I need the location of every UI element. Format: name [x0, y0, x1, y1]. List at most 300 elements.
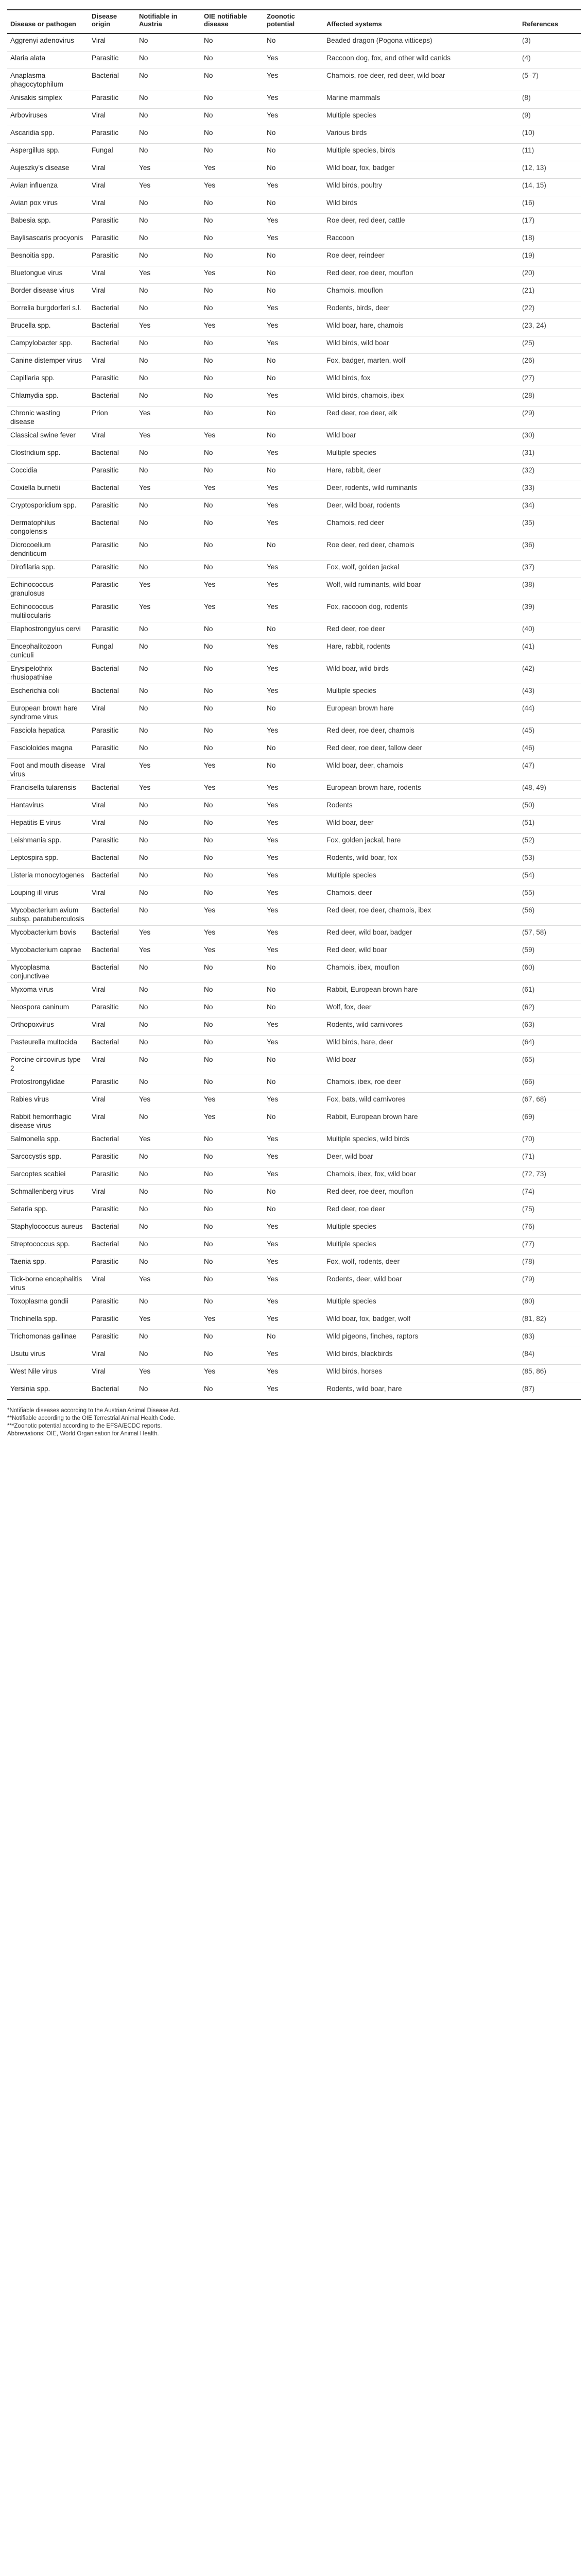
cell-references: (10)	[519, 126, 581, 143]
cell-oie-notifiable: No	[201, 1075, 264, 1092]
cell-references: (14, 15)	[519, 178, 581, 196]
table-row	[7, 69, 581, 91]
cell-zoonotic-potential: Yes	[264, 1018, 323, 1035]
cell-zoonotic-potential: Yes	[264, 1092, 323, 1110]
cell-disease-origin: Viral	[89, 178, 136, 196]
cell-disease-name: Mycobacterium bovis	[7, 925, 89, 943]
cell-disease-origin: Bacterial	[89, 903, 136, 925]
cell-oie-notifiable: Yes	[201, 578, 264, 600]
cell-affected-species: Red deer, roe deer, mouflon	[323, 1184, 519, 1202]
table-row	[7, 886, 581, 903]
cell-affected-species: Red deer, roe deer, chamois, ibex	[323, 903, 519, 925]
cell-disease-origin: Parasitic	[89, 1000, 136, 1018]
cell-disease-name: Babesia spp.	[7, 213, 89, 231]
cell-oie-notifiable: No	[201, 406, 264, 428]
cell-disease-name: Anaplasma phagocytophilum	[7, 69, 89, 91]
cell-oie-notifiable: No	[201, 446, 264, 463]
cell-oie-notifiable: No	[201, 388, 264, 406]
cell-references: (32)	[519, 463, 581, 481]
table-row	[7, 1272, 581, 1294]
table-row	[7, 578, 581, 600]
cell-references: (74)	[519, 1184, 581, 1202]
table-row	[7, 196, 581, 213]
cell-notifiable-austria: No	[136, 516, 201, 538]
cell-references: (47)	[519, 758, 581, 781]
cell-disease-name: Escherichia coli	[7, 684, 89, 701]
cell-references: (55)	[519, 886, 581, 903]
cell-notifiable-austria: No	[136, 231, 201, 248]
cell-references: (38)	[519, 578, 581, 600]
cell-zoonotic-potential: No	[264, 428, 323, 446]
cell-notifiable-austria: Yes	[136, 178, 201, 196]
cell-references: (76)	[519, 1219, 581, 1237]
cell-oie-notifiable: Yes	[201, 266, 264, 283]
cell-notifiable-austria: No	[136, 1255, 201, 1272]
cell-disease-name: Taenia spp.	[7, 1255, 89, 1272]
cell-references: (87)	[519, 1382, 581, 1399]
cell-disease-name: Echinococcus multilocularis	[7, 600, 89, 622]
cell-affected-species: Rabbit, European brown hare	[323, 1110, 519, 1132]
table-row	[7, 1312, 581, 1329]
cell-affected-species: Hare, rabbit, deer	[323, 463, 519, 481]
cell-notifiable-austria: Yes	[136, 578, 201, 600]
table-row	[7, 560, 581, 578]
cell-references: (77)	[519, 1237, 581, 1255]
cell-references: (36)	[519, 538, 581, 560]
cell-disease-origin: Viral	[89, 1364, 136, 1382]
cell-oie-notifiable: Yes	[201, 161, 264, 178]
cell-disease-name: Coxiella burnetii	[7, 481, 89, 498]
cell-disease-name: Fasciola hepatica	[7, 723, 89, 741]
cell-affected-species: Marine mammals	[323, 91, 519, 108]
cell-oie-notifiable: No	[201, 701, 264, 723]
cell-notifiable-austria: No	[136, 622, 201, 639]
cell-affected-species: Multiple species	[323, 684, 519, 701]
cell-disease-origin: Parasitic	[89, 371, 136, 388]
cell-oie-notifiable: No	[201, 1035, 264, 1053]
cell-affected-species: Hare, rabbit, rodents	[323, 639, 519, 662]
cell-affected-species: Fox, badger, marten, wolf	[323, 353, 519, 371]
cell-oie-notifiable: No	[201, 886, 264, 903]
table-row	[7, 600, 581, 622]
cell-references: (11)	[519, 143, 581, 161]
cell-references: (72, 73)	[519, 1167, 581, 1184]
cell-affected-species: Multiple species	[323, 1237, 519, 1255]
cell-affected-species: Beaded dragon (Pogona vitticeps)	[323, 33, 519, 51]
cell-references: (75)	[519, 1202, 581, 1219]
cell-references: (61)	[519, 982, 581, 1000]
cell-affected-species: Wild birds, horses	[323, 1364, 519, 1382]
cell-references: (48, 49)	[519, 781, 581, 798]
cell-oie-notifiable: Yes	[201, 903, 264, 925]
cell-disease-name: Streptococcus spp.	[7, 1237, 89, 1255]
table-row	[7, 371, 581, 388]
cell-notifiable-austria: No	[136, 371, 201, 388]
cell-notifiable-austria: No	[136, 816, 201, 833]
cell-zoonotic-potential: Yes	[264, 600, 323, 622]
table-header	[7, 10, 581, 33]
cell-oie-notifiable: No	[201, 868, 264, 886]
cell-disease-name: Besnoitia spp.	[7, 248, 89, 266]
cell-affected-species: Raccoon	[323, 231, 519, 248]
cell-disease-origin: Viral	[89, 886, 136, 903]
cell-zoonotic-potential: Yes	[264, 1382, 323, 1399]
cell-notifiable-austria: No	[136, 701, 201, 723]
cell-disease-origin: Parasitic	[89, 560, 136, 578]
cell-notifiable-austria: No	[136, 446, 201, 463]
column-header-notifiable-austria: Notifiable in Austria	[136, 10, 201, 33]
column-header-disease-origin: Disease origin	[89, 10, 136, 33]
cell-oie-notifiable: No	[201, 1184, 264, 1202]
cell-references: (46)	[519, 741, 581, 758]
table-row	[7, 982, 581, 1000]
table-row	[7, 353, 581, 371]
cell-disease-name: Aggrenyi adenovirus	[7, 33, 89, 51]
cell-oie-notifiable: No	[201, 1149, 264, 1167]
cell-zoonotic-potential: Yes	[264, 781, 323, 798]
table-row	[7, 248, 581, 266]
cell-zoonotic-potential: Yes	[264, 231, 323, 248]
cell-notifiable-austria: No	[136, 1329, 201, 1347]
table-row	[7, 1202, 581, 1219]
table-row	[7, 1149, 581, 1167]
table-row	[7, 723, 581, 741]
cell-oie-notifiable: No	[201, 231, 264, 248]
cell-oie-notifiable: No	[201, 126, 264, 143]
cell-affected-species: Chamois, ibex, fox, wild boar	[323, 1167, 519, 1184]
cell-oie-notifiable: Yes	[201, 1364, 264, 1382]
cell-disease-name: Chlamydia spp.	[7, 388, 89, 406]
cell-disease-name: Porcine circovirus type 2	[7, 1053, 89, 1075]
cell-notifiable-austria: No	[136, 1110, 201, 1132]
cell-references: (45)	[519, 723, 581, 741]
cell-disease-name: Campylobacter spp.	[7, 336, 89, 353]
cell-disease-origin: Viral	[89, 1092, 136, 1110]
cell-notifiable-austria: No	[136, 143, 201, 161]
table-row	[7, 178, 581, 196]
cell-references: (35)	[519, 516, 581, 538]
cell-oie-notifiable: No	[201, 851, 264, 868]
cell-disease-name: Arboviruses	[7, 108, 89, 126]
cell-affected-species: Wild boar, deer	[323, 816, 519, 833]
cell-oie-notifiable: No	[201, 1018, 264, 1035]
cell-notifiable-austria: No	[136, 833, 201, 851]
cell-notifiable-austria: No	[136, 336, 201, 353]
cell-disease-name: Erysipelothrix rhusiopathiae	[7, 662, 89, 684]
table-row	[7, 318, 581, 336]
cell-references: (30)	[519, 428, 581, 446]
cell-zoonotic-potential: No	[264, 406, 323, 428]
cell-disease-name: Protostrongylidae	[7, 1075, 89, 1092]
cell-notifiable-austria: No	[136, 301, 201, 318]
cell-affected-species: Wild birds, poultry	[323, 178, 519, 196]
cell-references: (70)	[519, 1132, 581, 1149]
cell-disease-name: Cryptosporidium spp.	[7, 498, 89, 516]
column-header-affected-species: Affected systems	[323, 10, 519, 33]
table-row	[7, 213, 581, 231]
cell-notifiable-austria: No	[136, 982, 201, 1000]
cell-disease-name: Yersinia spp.	[7, 1382, 89, 1399]
footnote: Abbreviations: OIE, World Organisation for Animal Health.	[7, 1431, 159, 1437]
table-row	[7, 781, 581, 798]
table-row	[7, 701, 581, 723]
cell-disease-origin: Parasitic	[89, 231, 136, 248]
cell-disease-name: Alaria alata	[7, 51, 89, 69]
cell-zoonotic-potential: Yes	[264, 481, 323, 498]
cell-disease-name: Francisella tularensis	[7, 781, 89, 798]
cell-references: (78)	[519, 1255, 581, 1272]
cell-disease-origin: Parasitic	[89, 213, 136, 231]
cell-affected-species: Red deer, roe deer	[323, 622, 519, 639]
cell-disease-origin: Parasitic	[89, 126, 136, 143]
cell-references: (26)	[519, 353, 581, 371]
cell-notifiable-austria: No	[136, 463, 201, 481]
cell-disease-origin: Bacterial	[89, 318, 136, 336]
cell-oie-notifiable: No	[201, 1382, 264, 1399]
table-row	[7, 1329, 581, 1347]
table-row	[7, 336, 581, 353]
table-row	[7, 1219, 581, 1237]
cell-zoonotic-potential: Yes	[264, 1294, 323, 1312]
cell-notifiable-austria: No	[136, 108, 201, 126]
cell-disease-origin: Parasitic	[89, 91, 136, 108]
cell-references: (21)	[519, 283, 581, 301]
cell-references: (28)	[519, 388, 581, 406]
cell-disease-origin: Viral	[89, 1272, 136, 1294]
cell-disease-origin: Viral	[89, 1110, 136, 1132]
cell-references: (12, 13)	[519, 161, 581, 178]
cell-disease-name: Foot and mouth disease virus	[7, 758, 89, 781]
cell-zoonotic-potential: Yes	[264, 1237, 323, 1255]
table-row	[7, 91, 581, 108]
cell-disease-name: Usutu virus	[7, 1347, 89, 1364]
cell-disease-origin: Parasitic	[89, 248, 136, 266]
cell-affected-species: Wild birds, fox	[323, 371, 519, 388]
cell-disease-origin: Bacterial	[89, 662, 136, 684]
cell-affected-species: Deer, wild boar, rodents	[323, 498, 519, 516]
cell-disease-name: Hepatitis E virus	[7, 816, 89, 833]
cell-disease-origin: Viral	[89, 108, 136, 126]
disease-table	[7, 9, 581, 1400]
cell-zoonotic-potential: No	[264, 248, 323, 266]
cell-zoonotic-potential: Yes	[264, 388, 323, 406]
cell-disease-origin: Parasitic	[89, 463, 136, 481]
cell-zoonotic-potential: Yes	[264, 1255, 323, 1272]
cell-zoonotic-potential: No	[264, 1329, 323, 1347]
cell-disease-name: Staphylococcus aureus	[7, 1219, 89, 1237]
cell-oie-notifiable: No	[201, 336, 264, 353]
cell-zoonotic-potential: Yes	[264, 684, 323, 701]
cell-disease-origin: Viral	[89, 161, 136, 178]
table-row	[7, 639, 581, 662]
cell-disease-origin: Parasitic	[89, 1149, 136, 1167]
header-row	[7, 10, 581, 33]
table-row	[7, 108, 581, 126]
cell-disease-name: Toxoplasma gondii	[7, 1294, 89, 1312]
cell-oie-notifiable: Yes	[201, 1092, 264, 1110]
cell-references: (8)	[519, 91, 581, 108]
table-row	[7, 622, 581, 639]
cell-affected-species: Multiple species, birds	[323, 143, 519, 161]
table-row	[7, 1000, 581, 1018]
cell-oie-notifiable: Yes	[201, 781, 264, 798]
cell-notifiable-austria: No	[136, 903, 201, 925]
table-row	[7, 960, 581, 982]
cell-oie-notifiable: No	[201, 51, 264, 69]
cell-disease-origin: Viral	[89, 758, 136, 781]
cell-disease-origin: Viral	[89, 33, 136, 51]
cell-notifiable-austria: No	[136, 1294, 201, 1312]
cell-oie-notifiable: Yes	[201, 481, 264, 498]
cell-notifiable-austria: No	[136, 560, 201, 578]
cell-disease-origin: Parasitic	[89, 498, 136, 516]
table-row	[7, 943, 581, 960]
cell-disease-origin: Parasitic	[89, 578, 136, 600]
cell-affected-species: Chamois, ibex, roe deer	[323, 1075, 519, 1092]
cell-notifiable-austria: Yes	[136, 481, 201, 498]
cell-oie-notifiable: Yes	[201, 1312, 264, 1329]
cell-oie-notifiable: No	[201, 91, 264, 108]
cell-references: (25)	[519, 336, 581, 353]
table-body	[7, 33, 581, 1399]
table-row	[7, 851, 581, 868]
cell-references: (56)	[519, 903, 581, 925]
table-row	[7, 1347, 581, 1364]
cell-oie-notifiable: No	[201, 353, 264, 371]
cell-affected-species: Multiple species	[323, 446, 519, 463]
cell-oie-notifiable: No	[201, 538, 264, 560]
cell-notifiable-austria: No	[136, 69, 201, 91]
cell-disease-origin: Fungal	[89, 639, 136, 662]
cell-notifiable-austria: No	[136, 1237, 201, 1255]
cell-references: (37)	[519, 560, 581, 578]
cell-disease-origin: Viral	[89, 1347, 136, 1364]
cell-zoonotic-potential: No	[264, 1000, 323, 1018]
cell-disease-origin: Parasitic	[89, 1329, 136, 1347]
cell-disease-name: Sarcoptes scabiei	[7, 1167, 89, 1184]
cell-disease-origin: Parasitic	[89, 723, 136, 741]
cell-zoonotic-potential: Yes	[264, 336, 323, 353]
cell-affected-species: Wolf, wild ruminants, wild boar	[323, 578, 519, 600]
cell-disease-name: Rabies virus	[7, 1092, 89, 1110]
cell-zoonotic-potential: No	[264, 161, 323, 178]
footnote: **Notifiable according to the OIE Terrestrial Animal Health Code.	[7, 1415, 176, 1421]
cell-affected-species: Multiple species	[323, 1294, 519, 1312]
cell-affected-species: Wild boar, wild birds	[323, 662, 519, 684]
cell-disease-origin: Viral	[89, 353, 136, 371]
table-row	[7, 816, 581, 833]
cell-disease-name: Baylisascaris procyonis	[7, 231, 89, 248]
cell-disease-name: Hantavirus	[7, 798, 89, 816]
cell-zoonotic-potential: Yes	[264, 318, 323, 336]
cell-references: (17)	[519, 213, 581, 231]
cell-notifiable-austria: No	[136, 498, 201, 516]
cell-disease-name: Chronic wasting disease	[7, 406, 89, 428]
cell-notifiable-austria: No	[136, 538, 201, 560]
cell-disease-name: Leishmania spp.	[7, 833, 89, 851]
cell-zoonotic-potential: Yes	[264, 1035, 323, 1053]
cell-oie-notifiable: No	[201, 1132, 264, 1149]
cell-references: (20)	[519, 266, 581, 283]
cell-oie-notifiable: Yes	[201, 428, 264, 446]
cell-oie-notifiable: No	[201, 108, 264, 126]
cell-zoonotic-potential: Yes	[264, 178, 323, 196]
cell-disease-origin: Bacterial	[89, 336, 136, 353]
cell-affected-species: Deer, rodents, wild ruminants	[323, 481, 519, 498]
cell-references: (62)	[519, 1000, 581, 1018]
cell-zoonotic-potential: Yes	[264, 91, 323, 108]
cell-zoonotic-potential: No	[264, 701, 323, 723]
cell-disease-name: Borrelia burgdorferi s.l.	[7, 301, 89, 318]
cell-oie-notifiable: No	[201, 248, 264, 266]
cell-references: (64)	[519, 1035, 581, 1053]
table-row	[7, 126, 581, 143]
cell-disease-name: Sarcocystis spp.	[7, 1149, 89, 1167]
cell-notifiable-austria: Yes	[136, 1312, 201, 1329]
cell-oie-notifiable: No	[201, 1000, 264, 1018]
cell-disease-origin: Fungal	[89, 143, 136, 161]
cell-disease-origin: Bacterial	[89, 481, 136, 498]
cell-oie-notifiable: No	[201, 816, 264, 833]
cell-notifiable-austria: No	[136, 1000, 201, 1018]
cell-references: (83)	[519, 1329, 581, 1347]
cell-zoonotic-potential: No	[264, 1110, 323, 1132]
cell-affected-species: Wild birds, wild boar	[323, 336, 519, 353]
cell-notifiable-austria: No	[136, 1075, 201, 1092]
cell-zoonotic-potential: Yes	[264, 943, 323, 960]
cell-disease-origin: Parasitic	[89, 1167, 136, 1184]
cell-disease-origin: Viral	[89, 1053, 136, 1075]
cell-references: (66)	[519, 1075, 581, 1092]
cell-disease-name: Bluetongue virus	[7, 266, 89, 283]
cell-zoonotic-potential: No	[264, 126, 323, 143]
cell-affected-species: Red deer, roe deer, mouflon	[323, 266, 519, 283]
cell-disease-name: Rabbit hemorrhagic disease virus	[7, 1110, 89, 1132]
table-row	[7, 1364, 581, 1382]
cell-disease-origin: Bacterial	[89, 925, 136, 943]
cell-references: (51)	[519, 816, 581, 833]
cell-zoonotic-potential: Yes	[264, 868, 323, 886]
table-row	[7, 1110, 581, 1132]
cell-references: (27)	[519, 371, 581, 388]
cell-zoonotic-potential: No	[264, 353, 323, 371]
cell-disease-name: Avian pox virus	[7, 196, 89, 213]
cell-notifiable-austria: Yes	[136, 406, 201, 428]
cell-notifiable-austria: No	[136, 1202, 201, 1219]
cell-notifiable-austria: No	[136, 1382, 201, 1399]
cell-notifiable-austria: No	[136, 886, 201, 903]
table-row	[7, 538, 581, 560]
cell-references: (52)	[519, 833, 581, 851]
cell-disease-origin: Parasitic	[89, 622, 136, 639]
cell-notifiable-austria: Yes	[136, 781, 201, 798]
footnotes	[7, 1407, 581, 1438]
cell-notifiable-austria: No	[136, 684, 201, 701]
table-row	[7, 1382, 581, 1399]
cell-affected-species: European brown hare, rodents	[323, 781, 519, 798]
cell-zoonotic-potential: No	[264, 463, 323, 481]
table-row	[7, 388, 581, 406]
cell-disease-name: Echinococcus granulosus	[7, 578, 89, 600]
cell-disease-origin: Bacterial	[89, 781, 136, 798]
cell-disease-name: Mycobacterium avium subsp. paratuberculosis	[7, 903, 89, 925]
cell-notifiable-austria: No	[136, 639, 201, 662]
cell-oie-notifiable: No	[201, 69, 264, 91]
cell-zoonotic-potential: Yes	[264, 798, 323, 816]
table-row	[7, 1132, 581, 1149]
cell-zoonotic-potential: No	[264, 371, 323, 388]
cell-zoonotic-potential: Yes	[264, 903, 323, 925]
